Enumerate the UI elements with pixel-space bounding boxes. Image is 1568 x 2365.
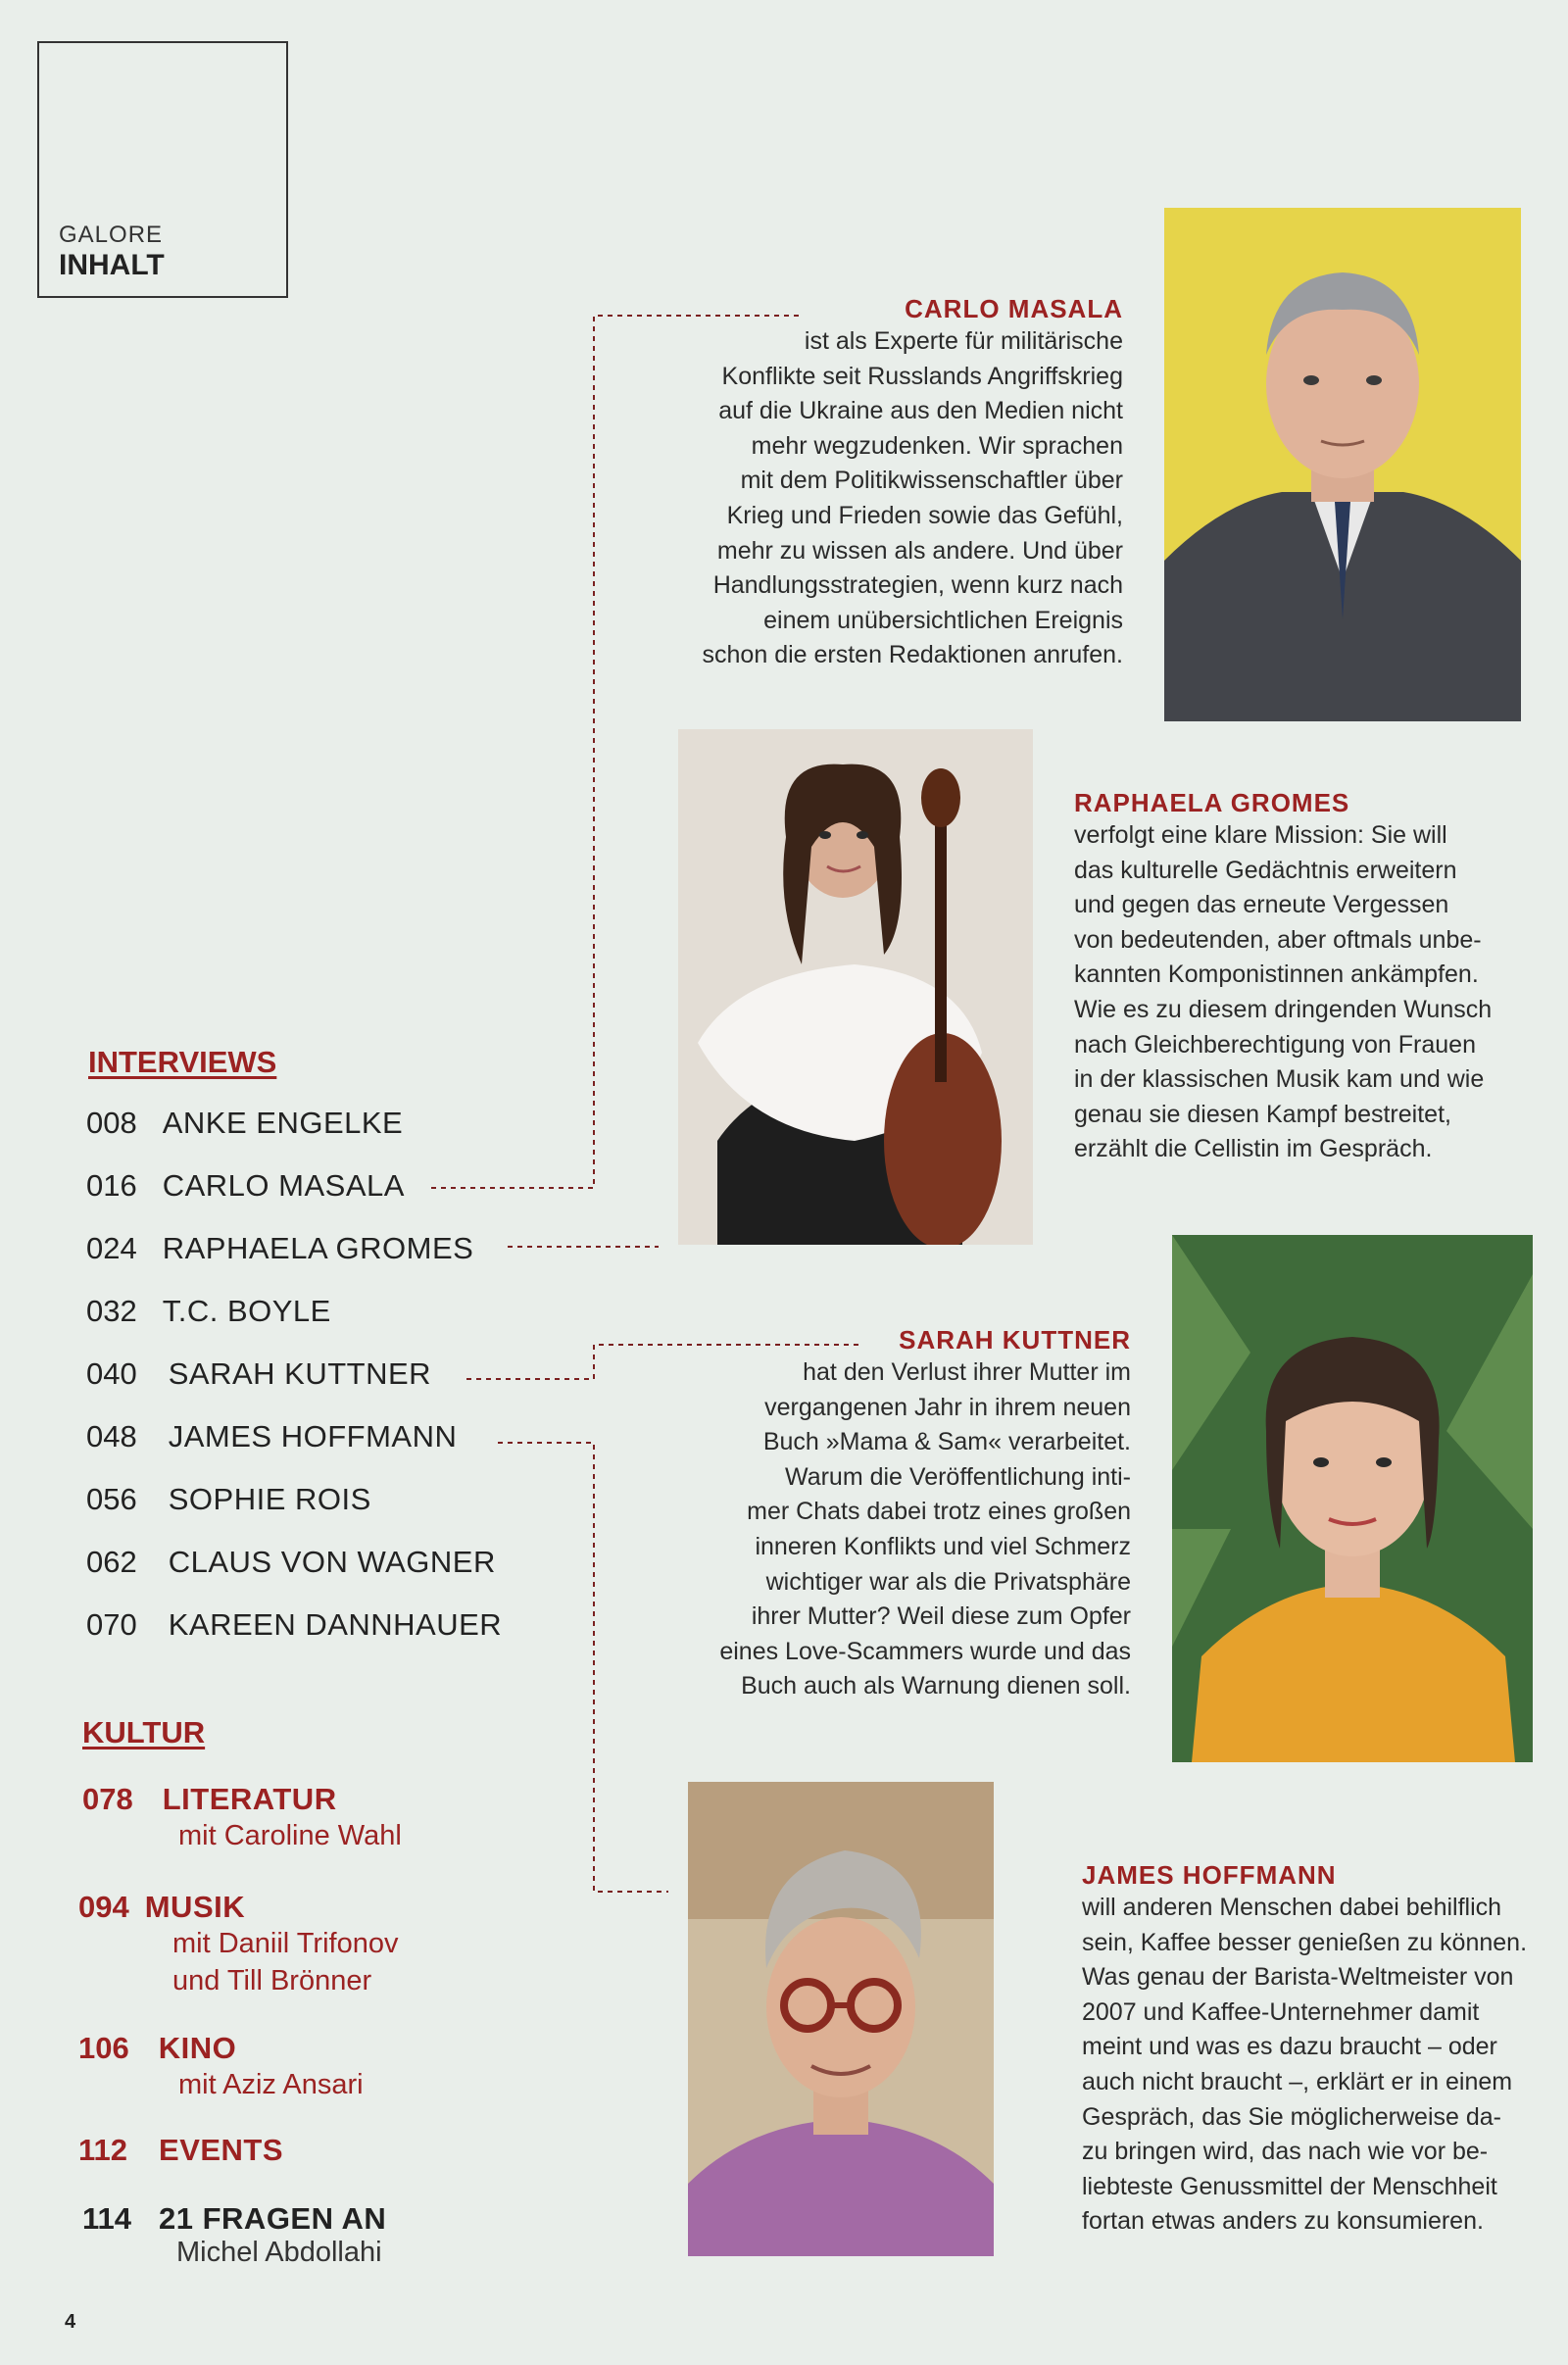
blurb-text: verfolgt eine klare Mission: Sie will das kulturelle Gedächtnis erweitern und gegen das erneute Vergessen von bedeutenden, aber oftmals unbe- kannten Komponistinnen ankämpfen. Wie es zu diesem dringenden Wunsch nach Gleichberechtigung von Frauen in der klassischen Musik kam und wie genau sie diesen Kampf bestreitet, erzählt die Cellistin im Gespräch. <box>1074 821 1493 1163</box>
brand-label: GALORE <box>59 222 164 248</box>
toc-row[interactable]: 048 JAMES HOFFMANN <box>86 1419 458 1453</box>
blurb-sarah-kuttner <box>627 1325 1131 1704</box>
page-number: 4 <box>65 2311 76 2333</box>
toc-kultur-item[interactable]: 112 EVENTS <box>78 2133 284 2167</box>
toc-row[interactable]: 032 T.C. BOYLE <box>86 1294 331 1328</box>
blurb-text: will anderen Menschen dabei behilflich sein, Kaffee besser genießen zu können. Was genau der Barista-Weltmeister von 2007 und Kaffee-Unternehmer damit meint und was es dazu braucht – oder auch nicht braucht –, erklärt er in einem Gespräch, das Sie möglicherweise da- zu bringen wird, das nach wie vor be- liebteste Genussmittel der Menschheit fortan etwas anders zu konsumieren. <box>1082 1894 1528 2236</box>
blurb-text: ist als Experte für militärische Konflikte seit Russlands Angriffskrieg auf die Ukraine aus den Medien nicht mehr wegzudenken. Wir sprachen mit dem Politikwissenschaftler über Krieg und Frieden sowie das Gefühl, mehr zu wissen als andere. Und über Handlungsstrategien, wenn kurz nach einem unübersichtlichen Ereignis schon die ersten Redaktionen anrufen. <box>702 327 1123 669</box>
photo-raphaela-gromes <box>678 729 1033 1245</box>
blurb-name: RAPHAELA GROMES <box>1074 788 1350 817</box>
toc-row[interactable]: 040 SARAH KUTTNER <box>86 1356 432 1391</box>
toc-heading-interviews: INTERVIEWS <box>88 1045 277 1079</box>
toc-row[interactable]: 008 ANKE ENGELKE <box>86 1106 404 1140</box>
toc-row[interactable]: 070 KAREEN DANNHAUER <box>86 1607 503 1642</box>
blurb-james-hoffmann <box>1082 1860 1566 2240</box>
toc-heading-kultur: KULTUR <box>82 1715 206 1749</box>
photo-james-hoffmann <box>688 1782 994 2256</box>
toc-row[interactable]: 016 CARLO MASALA <box>86 1168 405 1203</box>
blurb-raphaela-gromes <box>1074 788 1564 1167</box>
blurb-text: hat den Verlust ihrer Mutter im vergangenen Jahr in ihrem neuen Buch »Mama & Sam« verarbeitet. Warum die Veröffentlichung inti- mer Chats dabei trotz eines großen inneren Konflikts und viel Schmerz wichtiger war als die Privatsphäre ihrer Mutter? Weil diese zum Opfer eines Love-Scammers wurde und das Buch auch als Warnung dienen soll. <box>719 1358 1131 1700</box>
blurb-name: SARAH KUTTNER <box>899 1325 1131 1355</box>
blurb-name: CARLO MASALA <box>905 294 1123 323</box>
photo-sarah-kuttner <box>1172 1235 1533 1762</box>
blurb-carlo-masala <box>608 294 1123 673</box>
blurb-name: JAMES HOFFMANN <box>1082 1860 1337 1890</box>
toc-row[interactable]: 056 SOPHIE ROIS <box>86 1482 371 1516</box>
photo-carlo-masala <box>1164 208 1521 721</box>
toc-kultur-item[interactable]: 106 KINO mit Aziz Ansari <box>78 2031 364 2100</box>
toc-row[interactable]: 062 CLAUS VON WAGNER <box>86 1545 496 1579</box>
toc-kultur-item[interactable]: 114 21 FRAGEN AN Michel Abdollahi <box>82 2201 387 2268</box>
toc-kultur-item[interactable]: 078 LITERATUR mit Caroline Wahl <box>82 1782 402 1851</box>
toc-kultur-item[interactable]: 094 MUSIK mit Daniil Trifonov und Till Brönner <box>78 1890 399 1996</box>
section-title: INHALT <box>59 249 165 281</box>
toc-row[interactable]: 024 RAPHAELA GROMES <box>86 1231 474 1265</box>
